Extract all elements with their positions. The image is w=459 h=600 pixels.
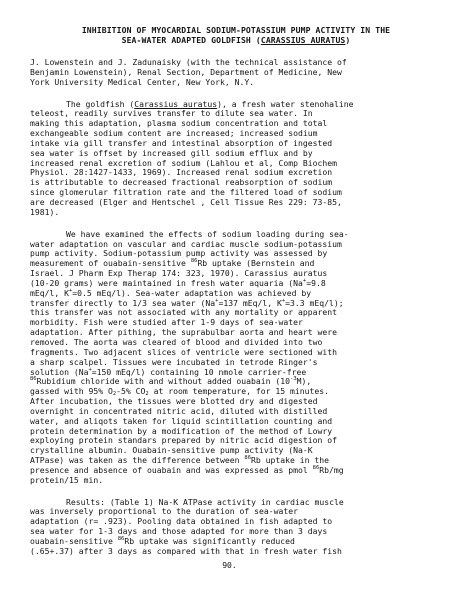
text-fragment: -5% CO xyxy=(116,386,146,397)
species-name: Carassius auratus xyxy=(134,98,218,109)
text-line: is attributable to decreased fractional reabsorption of sodium xyxy=(30,177,333,188)
title-prefix: SEA-WATER ADAPTED GOLDFISH ( xyxy=(121,34,261,45)
text-line: fragments. Two adjacent slices of ventricle were sectioned with xyxy=(30,346,337,357)
text-line: sea water for 1-3 days and those adapted for more than 3 days xyxy=(30,526,328,537)
subscript: 2 xyxy=(112,391,117,398)
text-fragment: The goldfish ( xyxy=(66,98,135,109)
page-number: 90. xyxy=(222,560,237,570)
text-line: pump activity. Sodium-potassium pump activity was assessed by xyxy=(30,248,328,259)
author-line-1: J. Lowenstein and J. Zadunaisky (with the technical assistance of xyxy=(30,57,347,68)
text-line: a sharp scalpel. Tissues were incubated in tetrode Ringer's xyxy=(30,356,318,367)
text-fragment: gassed with 95% O xyxy=(30,386,113,397)
superscript: + xyxy=(68,287,73,294)
text-fragment: Rubidium chloride with and without added ouabain (10 xyxy=(36,376,291,387)
text-line: water, and aliqots taken for liquid scintillation counting and xyxy=(30,415,333,426)
text-fragment: presence and absence of ouabain and was expressed as pmol xyxy=(30,464,313,475)
text-fragment: Rb uptake (Bernstein and xyxy=(197,258,315,269)
author-line-3: York University Medical Center, New York, N.Y. xyxy=(30,76,255,87)
text-line: adaptation (r= .923). Pooling data obtained in fish adapted to xyxy=(30,516,333,527)
superscript: 86 xyxy=(190,258,198,265)
text-fragment: ouabain-sensitive xyxy=(30,536,118,547)
text-line: intake via gill transfer and intestinal absorption of ingested xyxy=(30,137,333,148)
text-fragment: =3.3 mEq/l); xyxy=(285,297,344,308)
superscript: 86 xyxy=(30,376,37,383)
text-fragment: mEq/l, K xyxy=(30,287,69,298)
superscript: 86 xyxy=(312,464,320,471)
text-line: morbidity. Fish were studied after 1-9 days of sea-water xyxy=(30,317,303,328)
text-fragment: ATPase) was taken as the difference between xyxy=(30,455,245,466)
text-fragment: =137 mEq/l, K xyxy=(218,297,282,308)
text-line: Physiol. 28:1427-1433, 1969). Increased renal sodium excretion xyxy=(30,167,333,178)
text-fragment: ), a fresh water stenohaline xyxy=(217,98,354,109)
superscript: + xyxy=(88,366,92,373)
text-line: protein/15 min. xyxy=(30,474,104,485)
text-line: protein determination by a modification of the method of Lowry xyxy=(30,425,333,436)
title-line-1: INHIBITION OF MYOCARDIAL SODIUM-POTASSIUM PUMP ACTIVITY IN THE xyxy=(81,25,391,35)
text-fragment: M), xyxy=(296,376,312,387)
text-fragment: Rb/mg xyxy=(319,464,344,475)
text-line: sea water is offset by increased gill sodium efflux and by xyxy=(30,147,313,158)
text-line: overnight in concentrated nitric acid, diluted with distilled xyxy=(30,405,328,416)
title-line-2 xyxy=(30,36,442,46)
text-line: Israel. J Pharm Exp Therap 174: 323, 1970). Carassius auratus xyxy=(30,268,328,279)
superscript: 86 xyxy=(244,455,252,462)
text-fragment: =9.8 xyxy=(306,277,326,288)
title-species: CARASSIUS AURATUS xyxy=(260,34,346,45)
text-fragment: measurement of ouabain-sensitive xyxy=(30,258,191,269)
document-title xyxy=(30,26,442,45)
text-line: We have examined the effects of sodium loading during sea- xyxy=(66,228,349,239)
text-fragment: Rb uptake in the xyxy=(251,455,329,466)
text-fragment: solution (Na xyxy=(30,366,89,377)
text-line: adaptation. After pithing, the suprabulbar aorta and heart were xyxy=(30,327,337,338)
text-fragment: Rb uptake was significantly reduced xyxy=(124,536,295,547)
text-fragment: transfer directly to 1/3 sea water (Na xyxy=(30,297,216,308)
superscript: -3 xyxy=(290,376,297,383)
paragraph-results xyxy=(30,498,442,557)
text-line: making this adaptation, plasma sodium concentration and total xyxy=(30,118,328,129)
superscript: + xyxy=(281,297,286,304)
paragraph-introduction xyxy=(30,100,442,218)
text-line: are decreased (Elger and Hentschel , Cell Tissue Res 229: 73-85, xyxy=(30,197,342,208)
text-line: increased renal excretion of sodium (Lahlou et al, Comp Biochem xyxy=(30,157,337,168)
superscript: 86 xyxy=(117,536,125,543)
text-line: crystalline albumin. Ouabain-sensitive pump activity (Na-K xyxy=(30,445,313,456)
subscript: 2 xyxy=(145,391,149,398)
superscript: + xyxy=(215,297,219,304)
text-line: teleost, readily survives transfer to dilute sea water. In xyxy=(30,108,313,119)
title-suffix: ) xyxy=(345,34,351,45)
text-line: removed. The aorta was cleared of blood and divided into two xyxy=(30,336,323,347)
text-line: this transfer was not associated with any mortality or apparent xyxy=(30,307,337,318)
text-fragment: =0.5 mEq/l). Sea-water adaptation was achieved by xyxy=(72,287,312,298)
text-fragment: (10-20 grams) were maintained in fresh water aquaria (Na xyxy=(30,277,303,288)
document-page xyxy=(30,26,442,557)
text-line: After incubation, the tissues were blotted dry and digested xyxy=(30,396,318,407)
superscript: + xyxy=(302,277,307,284)
author-block xyxy=(30,58,442,87)
text-fragment: =150 mEq/l) containing 10 nmole carrier-free xyxy=(91,366,307,377)
text-fragment: at room temperature, for 15 minutes. xyxy=(148,386,330,397)
paragraph-methods xyxy=(30,230,442,486)
text-line: exploying protein standars prepared by nitric acid digestion of xyxy=(30,435,337,446)
text-line: exchangeable sodium content are increased; increased sodium xyxy=(30,128,318,139)
author-line-2: Benjamin Lowenstein), Renal Section, Department of Medicine, New xyxy=(30,66,342,77)
text-line: since glomerular filtration rate and the filtered load of sodium xyxy=(30,187,342,198)
text-line: 1981). xyxy=(30,206,60,217)
text-line: was inversely proportional to the duration of sea-water xyxy=(30,506,299,517)
text-line: water adaptation on vascular and cardiac muscle sodium-potassium xyxy=(30,238,342,249)
text-line: Results: (Table 1) Na-K ATPase activity in cardiac muscle xyxy=(66,496,344,507)
text-line: (.65+.37) after 3 days as compared with that in fresh water fish xyxy=(30,545,342,556)
